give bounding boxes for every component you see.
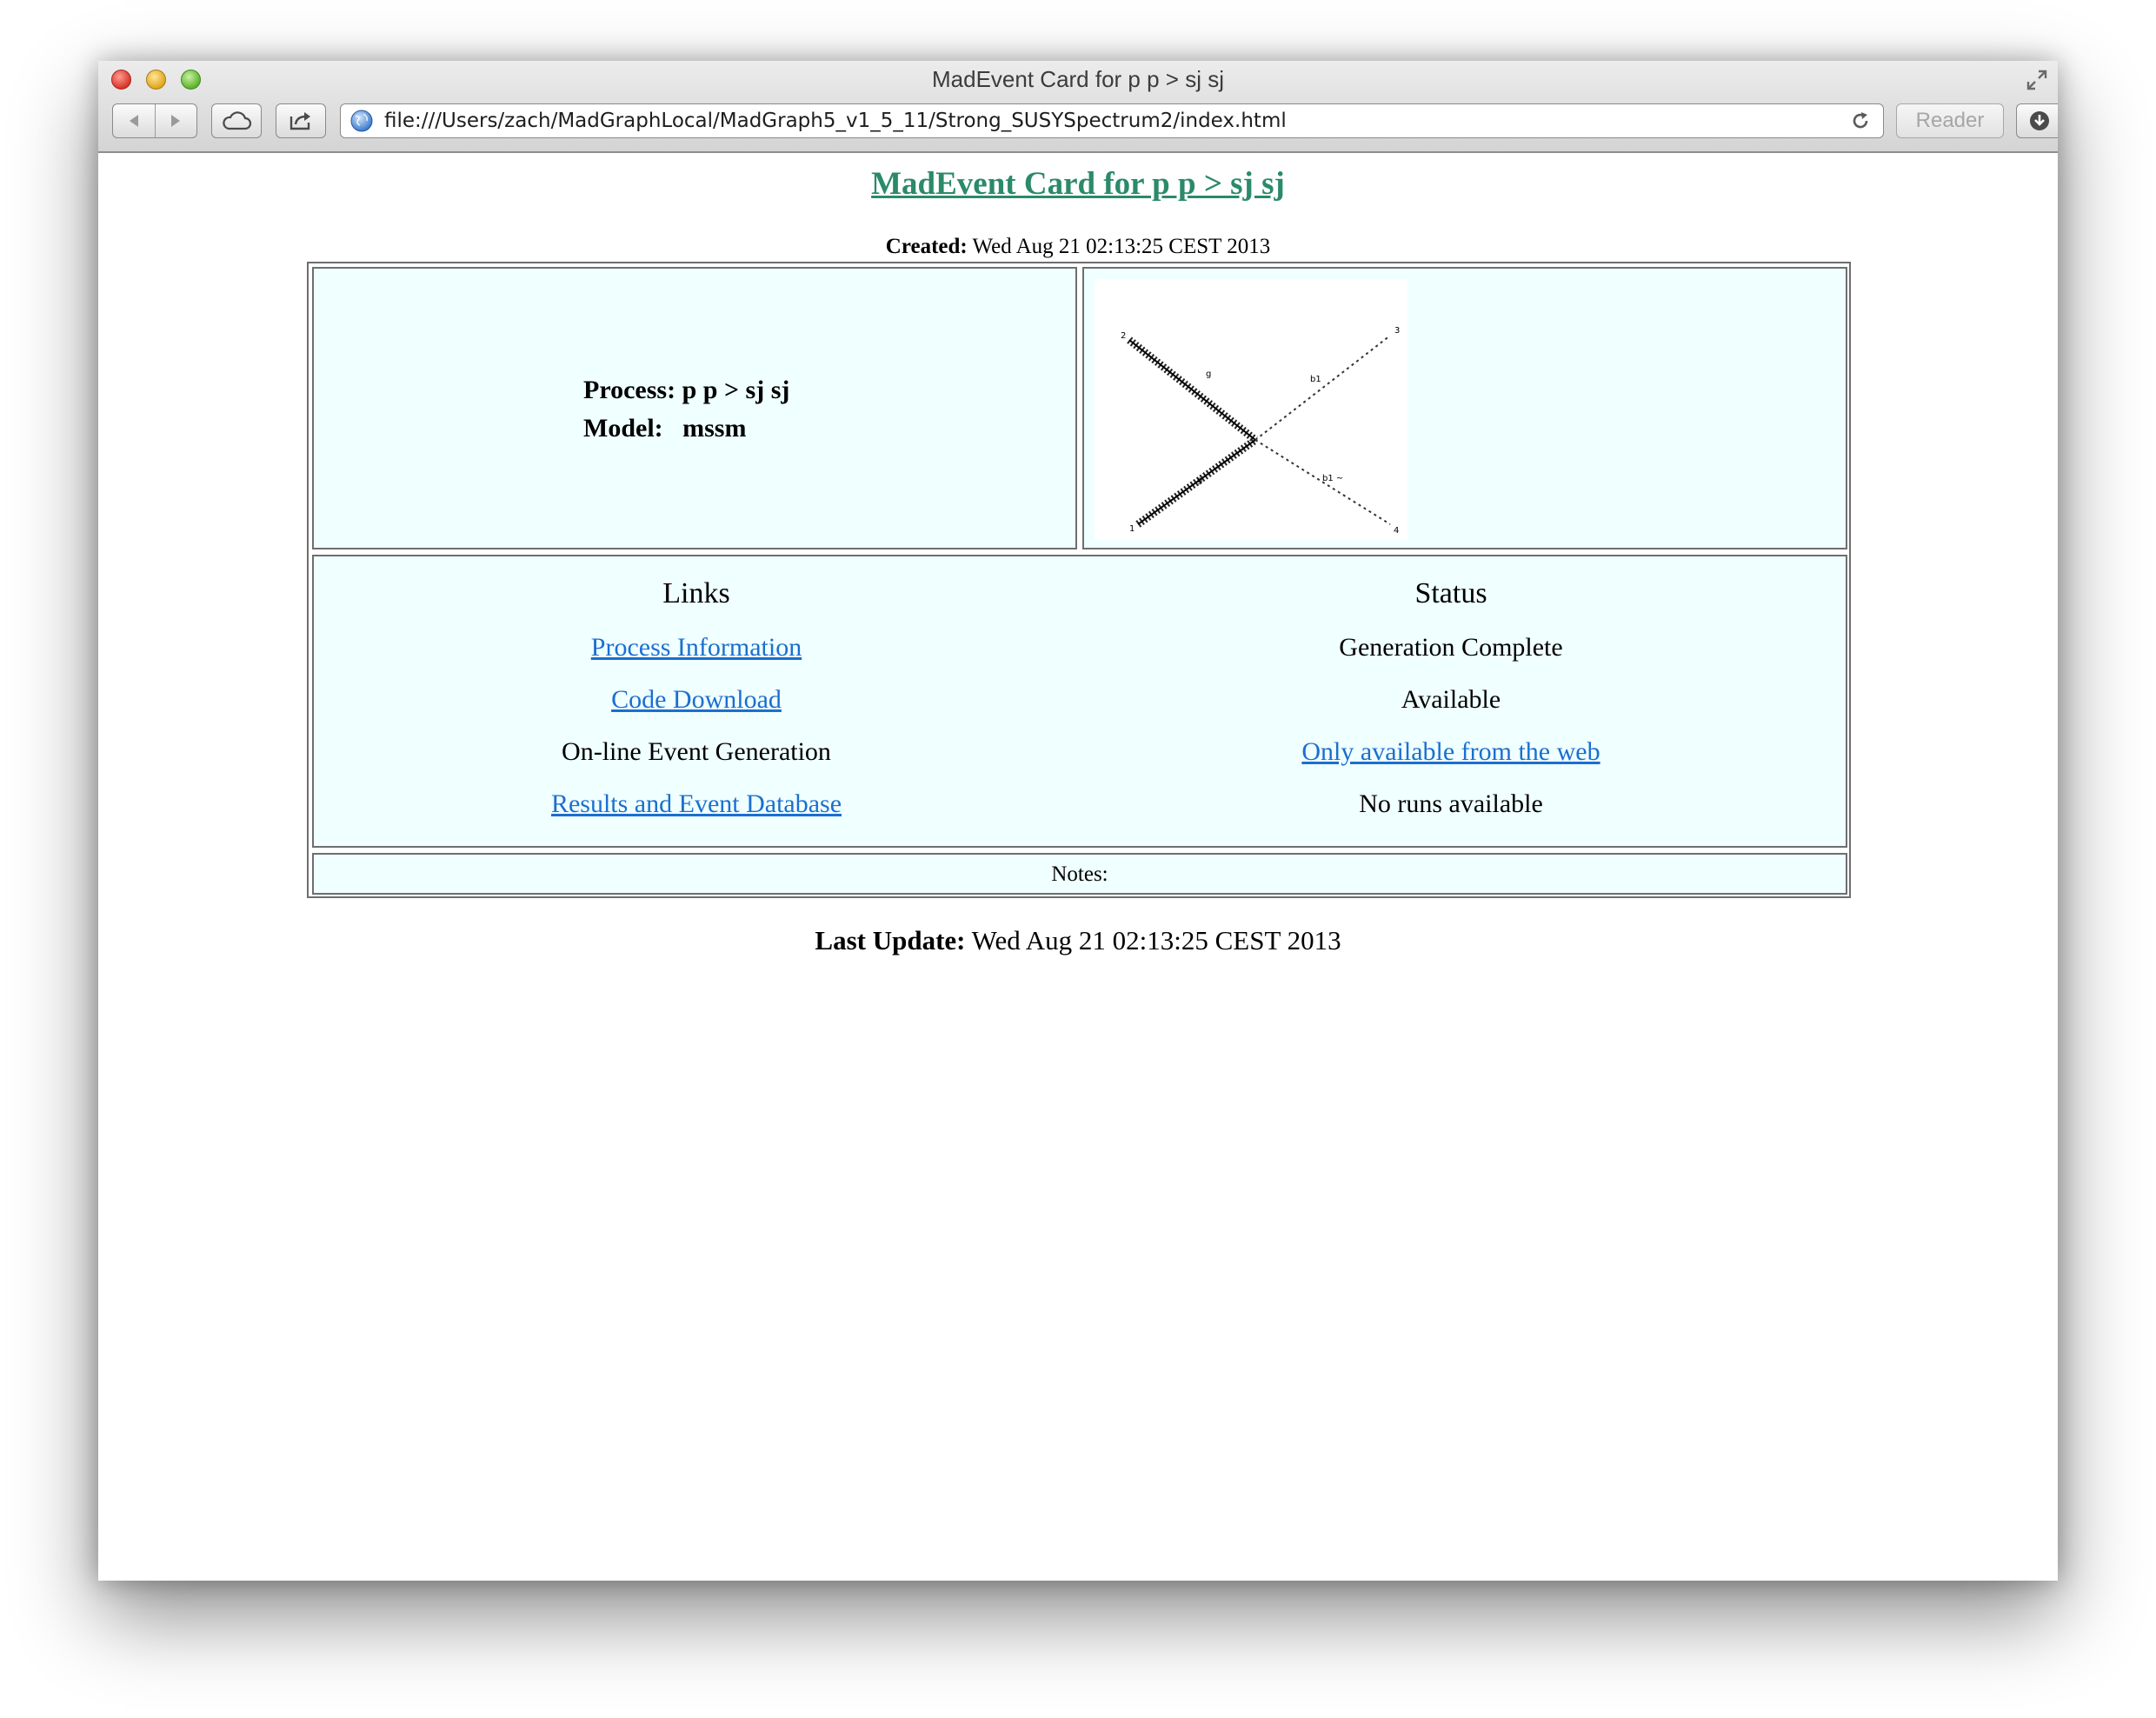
fullscreen-icon[interactable]: [2025, 68, 2049, 92]
model-label: Model:: [583, 414, 663, 443]
icloud-icon: [221, 110, 252, 131]
diagram-cell: [1082, 267, 1847, 549]
status-code-download: Available: [1401, 685, 1501, 714]
squark-line-upper: [1255, 336, 1390, 440]
created-value: Wed Aug 21 02:13:25 CEST 2013: [967, 235, 1271, 258]
status-online-generation-link[interactable]: Only available from the web: [1301, 737, 1600, 766]
links-status-cell: [312, 555, 1847, 848]
process-value: p p > sj sj: [682, 376, 790, 404]
back-button[interactable]: [113, 104, 155, 137]
share-button[interactable]: [276, 103, 326, 138]
back-icon: [127, 113, 141, 129]
address-bar[interactable]: [340, 103, 1884, 138]
downloads-button[interactable]: [2016, 103, 2058, 138]
last-update-value: Wed Aug 21 02:13:25 CEST 2013: [965, 925, 1341, 956]
code-download-link[interactable]: Code Download: [611, 685, 782, 714]
browser-window: [98, 61, 2058, 1581]
created-label: Created:: [885, 235, 968, 258]
browser-toolbar: [98, 61, 2058, 153]
notes-cell: [312, 853, 1847, 895]
status-results: No runs available: [1359, 789, 1543, 818]
page-title: [98, 165, 2058, 203]
icloud-tabs-button[interactable]: [211, 103, 262, 138]
status-generation: Generation Complete: [1339, 633, 1563, 662]
squark-label-lower: b1 ~: [1322, 474, 1344, 483]
gluon-label-lower: g: [1197, 476, 1203, 485]
process-info: [583, 371, 789, 448]
card-table: [307, 262, 1851, 898]
gluon-line-upper: [1129, 340, 1255, 440]
process-information-link[interactable]: Process Information: [590, 633, 802, 662]
status-header: Status: [1414, 577, 1487, 609]
window-title: MadEvent Card for p p > sj sj: [932, 66, 1224, 92]
online-event-generation-text: On-line Event Generation: [562, 737, 831, 766]
process-label: Process:: [583, 376, 676, 404]
forward-button[interactable]: [155, 104, 197, 137]
results-event-database-link[interactable]: Results and Event Database: [550, 789, 842, 818]
model-value: mssm: [682, 414, 747, 443]
gluon-label-upper: g: [1206, 370, 1212, 379]
feynman-diagram-svg: [1095, 279, 1407, 540]
leg-label-1: 1: [1129, 524, 1135, 534]
last-update-line: [98, 925, 2058, 956]
reload-icon[interactable]: [1850, 110, 1871, 131]
leg-label-2: 2: [1121, 331, 1127, 341]
links-header: Links: [662, 577, 730, 609]
globe-icon: [349, 109, 374, 133]
last-update-label: Last Update:: [815, 925, 966, 956]
created-line: [98, 235, 2058, 259]
reader-button[interactable]: Reader: [1896, 103, 2004, 138]
process-cell: [312, 267, 1077, 549]
notes-label: Notes:: [1051, 862, 1108, 886]
back-forward-buttons: [112, 103, 197, 138]
leg-label-3: 3: [1394, 326, 1401, 336]
share-icon: [288, 110, 314, 132]
forward-icon: [169, 113, 183, 129]
feynman-diagram[interactable]: [1095, 279, 1407, 540]
page-title-link[interactable]: MadEvent Card for p p > sj sj: [871, 166, 1285, 202]
squark-label-upper: b1: [1310, 375, 1321, 384]
download-icon: [2027, 109, 2052, 133]
url-text: file:///Users/zach/MadGraphLocal/MadGraph5_v1_5_11/Strong_SUSYSpectrum2/index.html: [384, 110, 1287, 132]
leg-label-4: 4: [1394, 526, 1400, 536]
page-content: [98, 153, 2058, 1581]
